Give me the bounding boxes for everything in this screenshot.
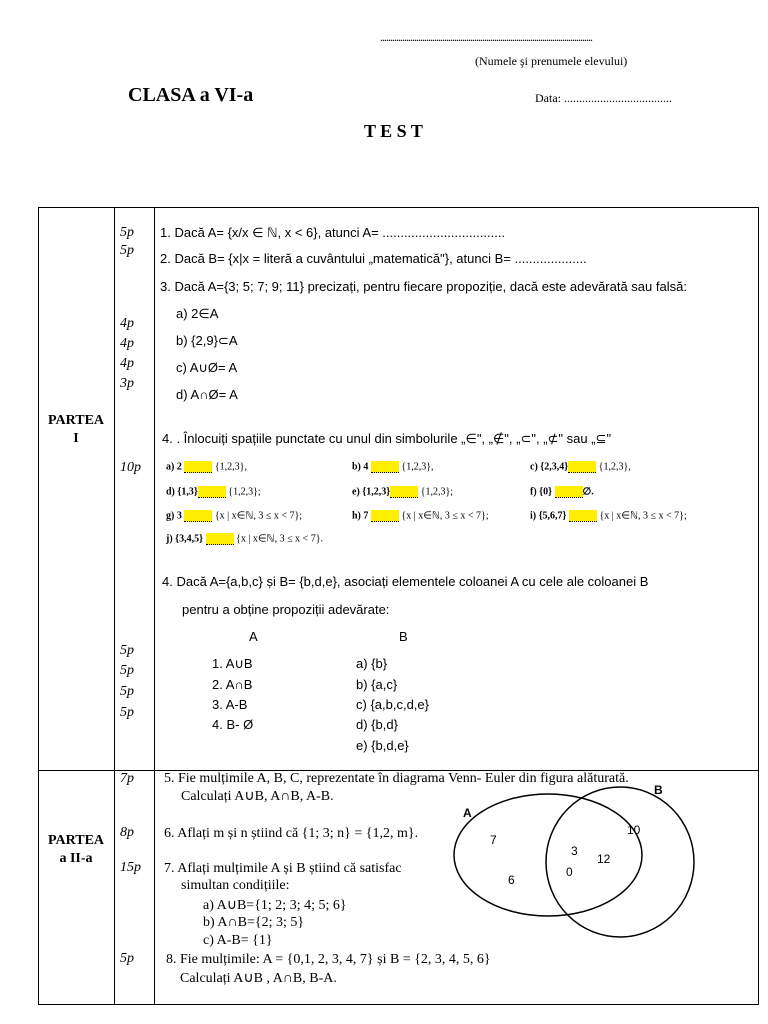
page-title: T E S T xyxy=(364,121,423,141)
q4-item-b xyxy=(352,461,434,473)
part1-label-line2: I xyxy=(73,431,79,446)
q4-a-set: {1,2,3}, xyxy=(214,461,247,473)
venn-value-0: 0 xyxy=(566,865,573,879)
q4-item-j xyxy=(166,533,323,545)
set-b-circle xyxy=(546,787,694,937)
blank-field[interactable] xyxy=(184,461,212,473)
q2-7a: a) A∪B={1; 2; 3; 4; 5; 6} xyxy=(203,898,347,913)
q4-g-label: g) 3 xyxy=(166,510,182,522)
venn-value-7: 7 xyxy=(490,833,497,847)
question-4: 4. . Înlocuiți spațiile punctate cu unul din simbolurile „∈", „∉", „⊂", „⊄" sau „⊆" xyxy=(162,431,612,446)
q4-item-d xyxy=(166,486,261,498)
blank-field[interactable] xyxy=(569,510,597,522)
question-3a: a) 2∈A xyxy=(176,306,219,321)
blank-field[interactable] xyxy=(198,486,226,498)
q4-b-set: {1,2,3}, xyxy=(401,461,434,473)
name-caption: (Numele şi prenumele elevului) xyxy=(475,54,628,68)
column-a-item-3: 3. A-B xyxy=(212,697,248,712)
points-q3c: 4p xyxy=(120,356,134,371)
q4-i-set: {x | x∈ℕ, 3 ≤ x < 7}; xyxy=(599,510,687,522)
question-3b: b) {2,9}⊂A xyxy=(176,333,238,348)
q2-7b: b) A∩B={2; 3; 5} xyxy=(203,915,305,930)
blank-field[interactable] xyxy=(390,486,418,498)
question-5-line1: 4. Dacă A={a,b,c} și B= {b,d,e}, asociați elementele coloanei A cu cele ale coloanei B xyxy=(162,574,649,589)
q4-f-set: ∅. xyxy=(582,486,594,498)
venn-value-3: 3 xyxy=(571,844,578,858)
q4-item-e xyxy=(352,486,453,498)
part2-label-line1: PARTEA xyxy=(47,833,105,848)
class-title: CLASA a VI-a xyxy=(128,84,254,106)
column-a-item-2: 2. A∩B xyxy=(212,677,253,692)
question-5-line2: pentru a obține propoziții adevărate: xyxy=(182,602,390,617)
points-q1: 5p xyxy=(120,225,134,240)
column-b-item-e: e) {b,d,e} xyxy=(356,738,409,753)
date-field: Data: .................................... xyxy=(535,91,672,105)
q2-7-line2: simultan condițiile: xyxy=(181,878,290,893)
points-q6: 7p xyxy=(120,771,134,786)
venn-value-6: 6 xyxy=(508,873,515,887)
part2-label-line2: a II-a xyxy=(59,851,93,866)
question-3d: d) A∩Ø= A xyxy=(176,387,238,402)
points-q3a: 4p xyxy=(120,316,134,331)
q4-d-set: {1,2,3}; xyxy=(228,486,261,498)
q4-item-i xyxy=(530,510,687,522)
points-q5c: 5p xyxy=(120,684,134,699)
q4-c-label: c) {2,3,4} xyxy=(530,461,569,473)
q4-item-h xyxy=(352,510,489,522)
column-a-header: A xyxy=(249,629,258,644)
points-q8: 15p xyxy=(120,860,141,875)
points-q5d: 5p xyxy=(120,705,134,720)
points-q7: 8p xyxy=(120,825,134,840)
q2-5-line1: 5. Fie mulțimile A, B, C, reprezentate în diagrama Venn- Euler din figura alăturată. xyxy=(164,771,629,786)
blank-field[interactable] xyxy=(371,510,399,522)
q4-item-c xyxy=(530,461,631,473)
q4-j-label: j) {3,4,5} xyxy=(166,533,204,545)
part1-label xyxy=(38,412,114,448)
q2-7c: c) A-B= {1} xyxy=(203,933,273,948)
q4-item-a xyxy=(166,461,247,473)
blank-field[interactable] xyxy=(555,486,583,498)
q2-8-line1: 8. Fie mulțimile: A = {0,1, 2, 3, 4, 7} și B = {2, 3, 4, 5, 6} xyxy=(166,952,491,967)
q4-item-f xyxy=(530,486,594,498)
venn-value-12: 12 xyxy=(597,852,611,866)
q2-5-line2: Calculați A∪B, A∩B, A-B. xyxy=(181,789,334,804)
points-q4: 10p xyxy=(120,460,141,475)
venn-label-b: B xyxy=(654,783,663,797)
q2-7-line1: 7. Aflați mulțimile A și B știind că satisfac xyxy=(164,861,402,876)
blank-field[interactable] xyxy=(206,533,234,545)
q2-8-line2: Calculați A∪B , A∩B, B-A. xyxy=(180,971,337,986)
name-line: .......................................................................................................... xyxy=(380,30,592,44)
q4-e-set: {1,2,3}; xyxy=(420,486,454,498)
table-bottom-border xyxy=(38,1004,759,1005)
q4-h-label: h) 7 xyxy=(352,510,369,522)
points-q5a: 5p xyxy=(120,643,134,658)
set-a-ellipse xyxy=(454,794,642,916)
column-b-header: B xyxy=(399,629,408,644)
blank-field[interactable] xyxy=(184,510,212,522)
venn-value-10: 10 xyxy=(627,823,641,837)
question-3: 3. Dacă A={3; 5; 7; 9; 11} precizați, pentru fiecare propoziție, dacă este adevărată sau falsă: xyxy=(160,279,687,294)
q4-g-set: {x | x∈ℕ, 3 ≤ x < 7}; xyxy=(214,510,303,522)
column-a-item-1: 1. A∪B xyxy=(212,656,253,671)
points-q3d: 3p xyxy=(120,376,134,391)
table-right-border xyxy=(758,207,759,1005)
column-b-item-d: d) {b,d} xyxy=(356,717,398,732)
table-left-border xyxy=(38,207,39,1005)
q4-a-label: a) 2 xyxy=(166,461,182,473)
q2-6: 6. Aflați m și n știind că {1; 3; n} = {1,2, m}. xyxy=(164,826,419,841)
part1-label-line1: PARTEA xyxy=(47,413,105,428)
blank-field[interactable] xyxy=(371,461,399,473)
question-2: 2. Dacă B= {x|x = literă a cuvântului „matematică"}, atunci B= .................... xyxy=(160,251,587,266)
q4-b-label: b) 4 xyxy=(352,461,369,473)
q4-c-set: {1,2,3}, xyxy=(598,461,631,473)
column-b-item-c: c) {a,b,c,d,e} xyxy=(356,697,429,712)
venn-diagram xyxy=(440,780,758,1002)
question-1: 1. Dacă A= {x/x ∈ ℕ, x < 6}, atunci A= .................................. xyxy=(160,225,506,240)
points-q2: 5p xyxy=(120,243,134,258)
q4-h-set: {x | x∈ℕ, 3 ≤ x < 7}; xyxy=(401,510,489,522)
table-col2-border xyxy=(154,207,155,1005)
table-top-border xyxy=(38,207,759,208)
column-b-item-b: b) {a,c} xyxy=(356,677,398,692)
table-col1-border xyxy=(114,207,115,1005)
question-3c: c) A∪Ø= A xyxy=(176,360,238,375)
q4-d-label: d) {1,3} xyxy=(166,486,198,498)
q4-e-label: e) {1,2,3} xyxy=(352,486,391,498)
q4-i-label: i) {5,6,7} xyxy=(530,510,567,522)
points-q5b: 5p xyxy=(120,663,134,678)
venn-label-a: A xyxy=(463,806,472,820)
column-a-item-4: 4. B- Ø xyxy=(212,717,254,732)
q4-f-label: f) {0} xyxy=(530,486,553,498)
column-b-item-a: a) {b} xyxy=(356,656,388,671)
q4-j-set: {x | x∈ℕ, 3 ≤ x < 7}. xyxy=(236,533,323,545)
q4-item-g xyxy=(166,510,302,522)
points-q9: 5p xyxy=(120,951,134,966)
blank-field[interactable] xyxy=(568,461,596,473)
part2-label xyxy=(38,832,114,868)
points-q3b: 4p xyxy=(120,336,134,351)
